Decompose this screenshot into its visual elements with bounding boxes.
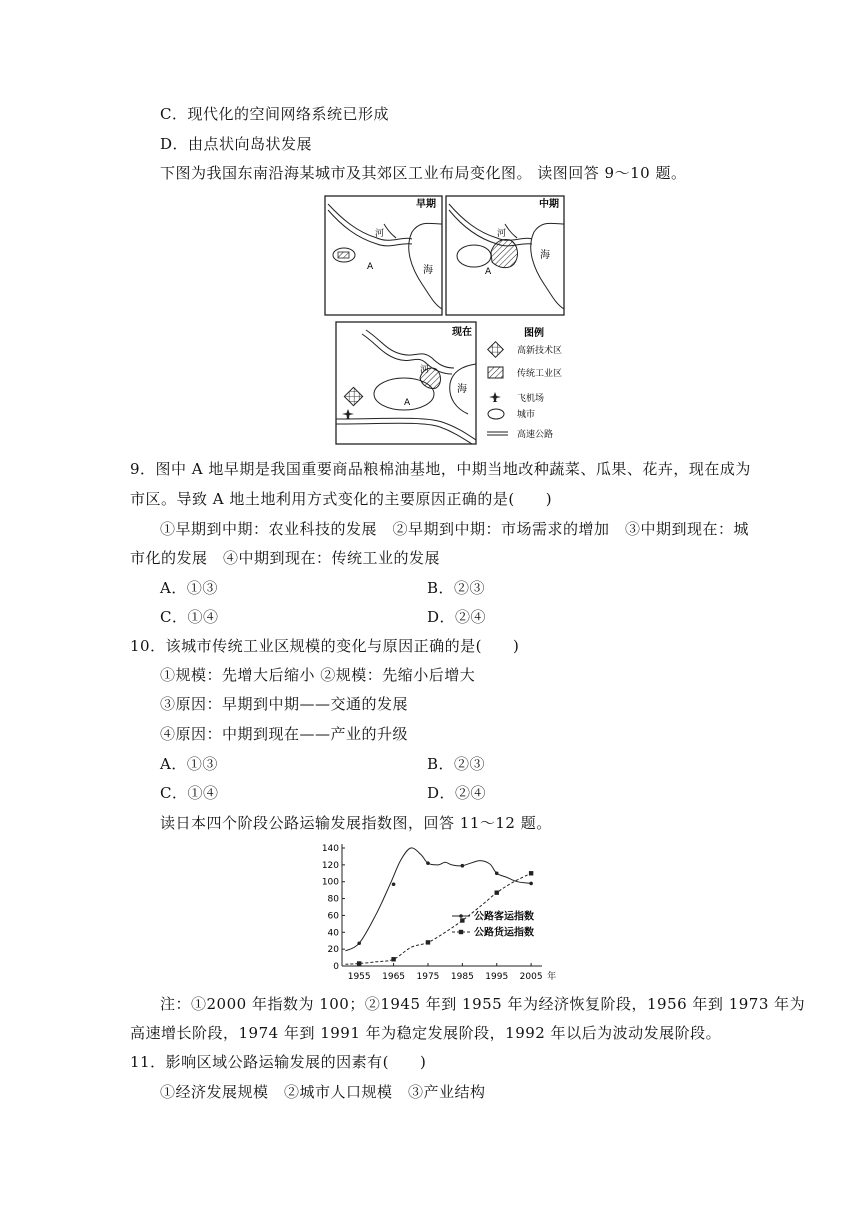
legend-city: 城市 bbox=[517, 410, 536, 420]
passenger-point bbox=[426, 861, 430, 865]
passenger-point bbox=[392, 882, 396, 886]
y-tick-label: 140 bbox=[321, 844, 339, 854]
freight-point bbox=[357, 961, 361, 965]
passenger-point bbox=[529, 882, 533, 886]
question-9-line-3: ①早期到中期：农业科技的发展 ②早期到中期：市场需求的增加 ③中期到现在：城 bbox=[160, 520, 750, 538]
question-10-line-1: 10．该城市传统工业区规模的变化与原因正确的是( ) bbox=[130, 637, 520, 655]
freight-point bbox=[426, 940, 430, 944]
question-10-option-d: D．②④ bbox=[427, 784, 487, 802]
legend-label-2: 公路货运指数 bbox=[474, 927, 534, 939]
legend-airplane-icon bbox=[489, 392, 501, 402]
intro-text: 下图为我国东南沿海某城市及其郊区工业布局变化图。 读图回答 9～10 题。 bbox=[160, 164, 687, 182]
label-sea: 海 bbox=[423, 265, 433, 276]
question-10-line-2: ①规模：先增大后缩小 ②规模：先缩小后增大 bbox=[160, 666, 476, 684]
legend-marker bbox=[459, 930, 463, 934]
map-mid bbox=[446, 196, 564, 315]
question-9-line-1: 9．图中 A 地早期是我国重要商品粮棉油基地，中期当地改种蔬菜、瓜果、花卉，现在成为 bbox=[130, 460, 751, 478]
y-tick-label: 60 bbox=[327, 911, 339, 922]
map-now bbox=[336, 322, 476, 444]
map-early bbox=[325, 196, 442, 315]
legend-label-1: 公路客运指数 bbox=[474, 911, 534, 923]
legend-airport: 飞机场 bbox=[517, 394, 545, 404]
label-a: A bbox=[367, 262, 374, 272]
passenger-point bbox=[357, 941, 361, 945]
chart-intro: 读日本四个阶段公路运输发展指数图，回答 11～12 题。 bbox=[160, 814, 552, 832]
passenger-point bbox=[461, 864, 465, 868]
x-tick-label: 1965 bbox=[382, 972, 406, 982]
question-9-option-b: B．②③ bbox=[427, 579, 486, 597]
question-9-option-d: D．②④ bbox=[427, 608, 487, 626]
question-9-line-2: 市区。导致 A 地土地利用方式变化的主要原因正确的是( ) bbox=[130, 490, 553, 508]
legend-hitech: 高新技术区 bbox=[517, 346, 563, 356]
y-tick-label: 120 bbox=[321, 860, 339, 871]
industrial-layout-maps bbox=[322, 194, 578, 450]
question-10-option-b: B．②③ bbox=[427, 755, 486, 773]
legend-highway: 高速公路 bbox=[517, 430, 554, 440]
question-10-line-3: ③原因：早期到中期——交通的发展 bbox=[160, 695, 409, 713]
map-legend bbox=[487, 326, 562, 440]
freight-point bbox=[460, 918, 464, 922]
question-10-option-c: C．①④ bbox=[160, 784, 219, 802]
x-tick-label: 2005 bbox=[519, 972, 543, 982]
x-tick-label: 1985 bbox=[450, 972, 474, 982]
x-tick-label: 1975 bbox=[416, 972, 440, 982]
note-line-2: 高速增长阶段，1974 年到 1991 年为稳定发展阶段，1992 年以后为波动发展阶段。 bbox=[130, 1024, 722, 1042]
label-sea: 海 bbox=[540, 250, 550, 261]
passenger-point bbox=[495, 871, 499, 875]
question-9-option-c: C．①④ bbox=[160, 608, 219, 626]
question-10-line-4: ④原因：中期到现在——产业的升级 bbox=[160, 725, 409, 743]
road-transport-index-chart bbox=[318, 838, 557, 990]
label-river: 河 bbox=[375, 229, 385, 239]
label-sea: 海 bbox=[457, 384, 467, 395]
label-a: A bbox=[485, 267, 492, 277]
label-now: 现在 bbox=[452, 327, 472, 338]
label-a: A bbox=[404, 398, 411, 408]
x-unit-label: 年 bbox=[547, 972, 557, 982]
question-11-line-2: ①经济发展规模 ②城市人口规模 ③产业结构 bbox=[160, 1083, 486, 1101]
question-9-line-4: 市化的发展 ④中期到现在：传统工业的发展 bbox=[130, 549, 441, 567]
question-9-option-a: A．①③ bbox=[160, 579, 218, 597]
label-river: 河 bbox=[497, 229, 507, 239]
x-tick-label: 1955 bbox=[347, 972, 371, 982]
freight-point bbox=[391, 957, 395, 961]
option-d: D．由点状向岛状发展 bbox=[160, 135, 313, 153]
y-tick-label: 20 bbox=[327, 945, 339, 956]
y-tick-label: 0 bbox=[333, 962, 339, 972]
freight-point bbox=[529, 871, 533, 875]
y-tick-label: 80 bbox=[327, 894, 339, 905]
legend-traditional: 传统工业区 bbox=[517, 369, 563, 379]
label-river: 河 bbox=[420, 365, 430, 375]
option-c: C．现代化的空间网络系统已形成 bbox=[160, 105, 389, 123]
legend-title: 图例 bbox=[524, 328, 544, 339]
label-mid: 中期 bbox=[539, 199, 559, 210]
note-line-1: 注：①2000 年指数为 100；②1945 年到 1955 年为经济恢复阶段，1956 年到 1973 年为 bbox=[160, 995, 806, 1013]
freight-point bbox=[495, 890, 499, 894]
question-11-line-1: 11．影响区域公路运输发展的因素有( ) bbox=[130, 1053, 427, 1071]
x-tick-label: 1995 bbox=[485, 972, 509, 982]
label-early: 早期 bbox=[416, 199, 436, 210]
question-10-option-a: A．①③ bbox=[160, 755, 218, 773]
y-tick-label: 40 bbox=[327, 928, 339, 939]
legend-marker bbox=[459, 914, 463, 918]
y-tick-label: 100 bbox=[321, 877, 339, 888]
